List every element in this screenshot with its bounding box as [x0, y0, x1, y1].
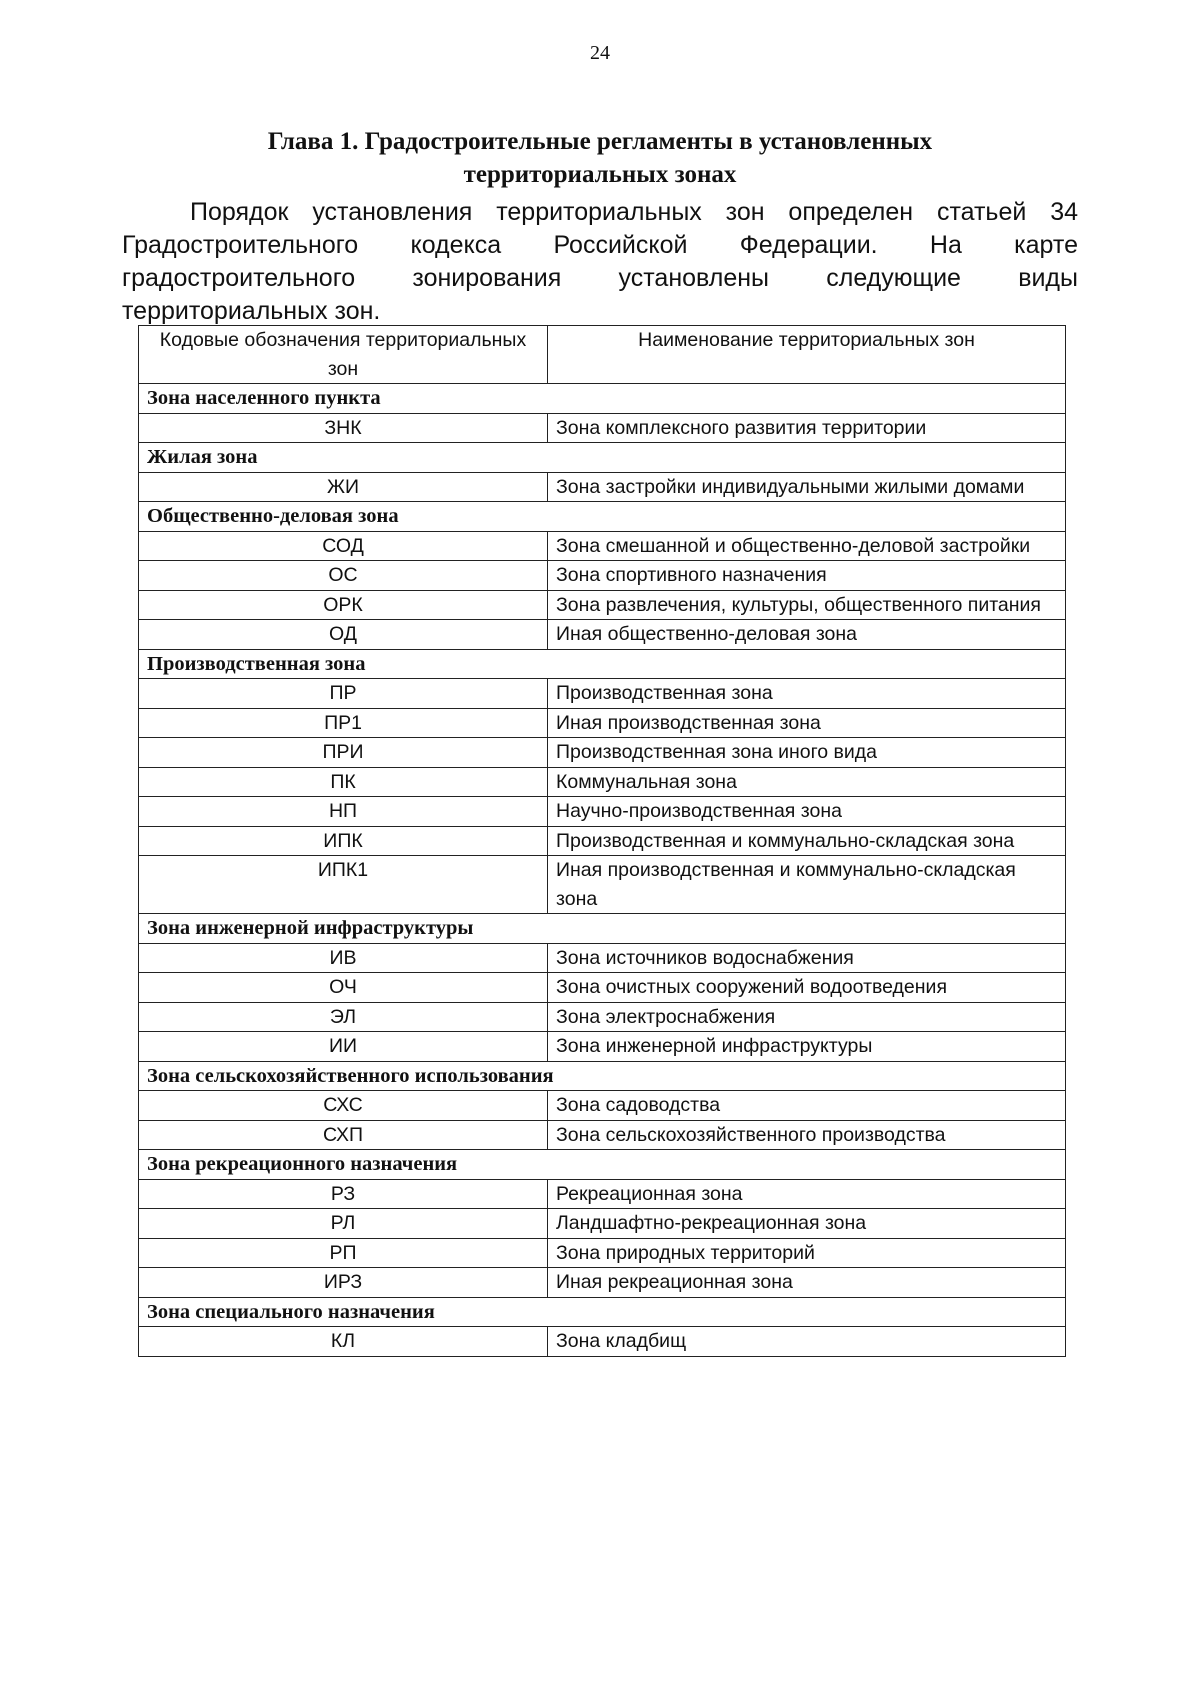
- zone-name: Зона очистных сооружений водоотведения: [548, 973, 1066, 1003]
- zone-code: ПР: [139, 679, 548, 709]
- zone-name: Коммунальная зона: [548, 767, 1066, 797]
- table-row: [139, 620, 1066, 650]
- zone-name: Зона инженерной инфраструктуры: [548, 1032, 1066, 1062]
- group-row: [139, 649, 1066, 679]
- zone-name: Зона природных территорий: [548, 1238, 1066, 1268]
- group-row: [139, 1150, 1066, 1180]
- zones-table-body: [139, 384, 1066, 1357]
- zone-name: Производственная зона: [548, 679, 1066, 709]
- table-row: [139, 973, 1066, 1003]
- zone-name: Иная рекреационная зона: [548, 1268, 1066, 1298]
- zone-name: Зона застройки индивидуальными жилыми домами: [548, 472, 1066, 502]
- group-title: Производственная зона: [139, 649, 1066, 679]
- zone-name: Рекреационная зона: [548, 1179, 1066, 1209]
- zone-code: СХП: [139, 1120, 548, 1150]
- table-row: [139, 1091, 1066, 1121]
- table-row: [139, 826, 1066, 856]
- zone-name: Иная общественно-деловая зона: [548, 620, 1066, 650]
- zone-code: ПР1: [139, 708, 548, 738]
- header-code: Кодовые обозначения территориальных зон: [139, 326, 548, 384]
- table-header-row: [139, 326, 1066, 384]
- table-row: [139, 1238, 1066, 1268]
- zone-name: Производственная и коммунально-складская зона: [548, 826, 1066, 856]
- zone-name: Зона комплексного развития территории: [548, 413, 1066, 443]
- group-title: Жилая зона: [139, 443, 1066, 473]
- zone-code: ИИ: [139, 1032, 548, 1062]
- table-row: [139, 1209, 1066, 1239]
- table-row: [139, 531, 1066, 561]
- table-row: [139, 767, 1066, 797]
- table-row: [139, 856, 1066, 914]
- zone-name: Научно-производственная зона: [548, 797, 1066, 827]
- table-row: [139, 1120, 1066, 1150]
- chapter-title-line-1: Глава 1. Градостроительные регламенты в установленных: [267, 128, 933, 155]
- zone-code: ОРК: [139, 590, 548, 620]
- zone-name: Иная производственная и коммунально-складская зона: [548, 856, 1066, 914]
- group-row: [139, 384, 1066, 414]
- zone-name: Зона электроснабжения: [548, 1002, 1066, 1032]
- table-row: [139, 679, 1066, 709]
- zone-code: ИВ: [139, 943, 548, 973]
- table-row: [139, 1179, 1066, 1209]
- zone-code: ПК: [139, 767, 548, 797]
- zone-name: Ландшафтно-рекреационная зона: [548, 1209, 1066, 1239]
- zone-name: Иная производственная зона: [548, 708, 1066, 738]
- table-row: [139, 1032, 1066, 1062]
- group-row: [139, 914, 1066, 944]
- zone-code: РЛ: [139, 1209, 548, 1239]
- zone-code: ЗНК: [139, 413, 548, 443]
- zone-name: Зона кладбищ: [548, 1327, 1066, 1357]
- zone-code: ОС: [139, 561, 548, 591]
- zones-table: [138, 325, 1066, 1357]
- zone-code: КЛ: [139, 1327, 548, 1357]
- group-title: Зона сельскохозяйственного использования: [139, 1061, 1066, 1091]
- zone-code: РЗ: [139, 1179, 548, 1209]
- group-title: Зона населенного пункта: [139, 384, 1066, 414]
- zone-name: Зона смешанной и общественно-деловой застройки: [548, 531, 1066, 561]
- zone-code: ПРИ: [139, 738, 548, 768]
- zone-code: ОЧ: [139, 973, 548, 1003]
- zone-name: Зона спортивного назначения: [548, 561, 1066, 591]
- zone-code: ЖИ: [139, 472, 548, 502]
- table-row: [139, 943, 1066, 973]
- group-row: [139, 1061, 1066, 1091]
- table-row: [139, 472, 1066, 502]
- zone-name: Зона источников водоснабжения: [548, 943, 1066, 973]
- zone-code: ИПК: [139, 826, 548, 856]
- table-row: [139, 797, 1066, 827]
- zone-code: СХС: [139, 1091, 548, 1121]
- group-row: [139, 1297, 1066, 1327]
- intro-paragraph: Порядок установления территориальных зон определен статьей 34 Градостроительного кодекса Российской Федерации. На карте градостроительного зонирования установлены следующие виды территориальных зон.: [122, 198, 1078, 325]
- zone-name: Зона развлечения, культуры, общественного питания: [548, 590, 1066, 620]
- zone-code: ИРЗ: [139, 1268, 548, 1298]
- group-row: [139, 443, 1066, 473]
- group-row: [139, 502, 1066, 532]
- zone-name: Производственная зона иного вида: [548, 738, 1066, 768]
- group-title: Зона специального назначения: [139, 1297, 1066, 1327]
- group-title: Зона инженерной инфраструктуры: [139, 914, 1066, 944]
- chapter-title: [150, 125, 1050, 191]
- chapter-title-line-2: территориальных зонах: [463, 161, 737, 188]
- group-title: Зона рекреационного назначения: [139, 1150, 1066, 1180]
- table-row: [139, 1268, 1066, 1298]
- zone-name: Зона садоводства: [548, 1091, 1066, 1121]
- zone-code: ЭЛ: [139, 1002, 548, 1032]
- zone-code: ИПК1: [139, 856, 548, 914]
- table-row: [139, 1327, 1066, 1357]
- page-number: 24: [590, 42, 610, 64]
- table-row: [139, 561, 1066, 591]
- table-row: [139, 708, 1066, 738]
- zone-code: ОД: [139, 620, 548, 650]
- zone-code: СОД: [139, 531, 548, 561]
- zone-code: НП: [139, 797, 548, 827]
- table-row: [139, 1002, 1066, 1032]
- table-row: [139, 738, 1066, 768]
- group-title: Общественно-деловая зона: [139, 502, 1066, 532]
- zone-code: РП: [139, 1238, 548, 1268]
- zone-name: Зона сельскохозяйственного производства: [548, 1120, 1066, 1150]
- table-row: [139, 590, 1066, 620]
- header-name: Наименование территориальных зон: [548, 326, 1066, 384]
- table-row: [139, 413, 1066, 443]
